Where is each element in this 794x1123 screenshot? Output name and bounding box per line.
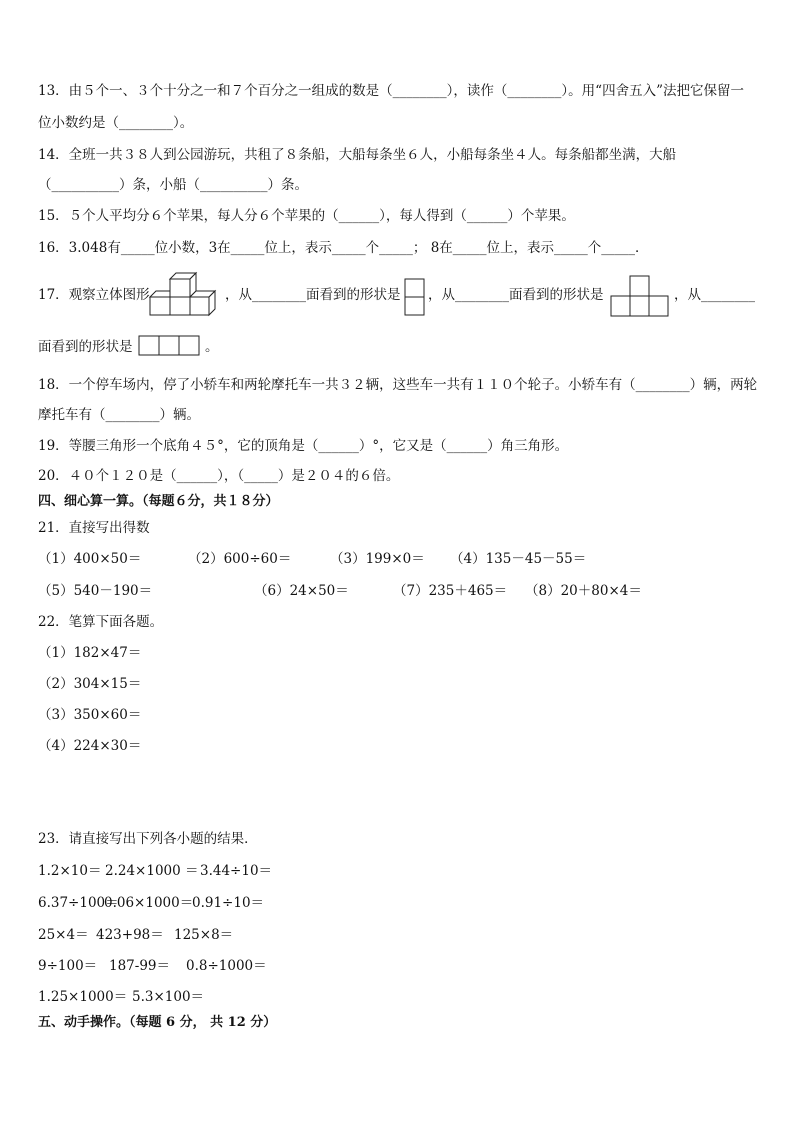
question-17-intro: 17．观察立体图形: [38, 287, 150, 303]
question-22: 22．笔算下面各题。: [38, 614, 164, 630]
q23-r3-c2: 423+98＝: [96, 927, 164, 943]
q23-r2-c3: 0.91÷10＝: [192, 895, 265, 911]
question-15: 15．５个人平均分６个苹果，每人分６个苹果的（______），每人得到（______）个苹果。: [38, 208, 575, 224]
question-20: 20．４０个１２０是（______），（_____）是２０４的６倍。: [38, 468, 400, 484]
question-17-part-1: ，从________面看到的形状是: [225, 287, 401, 303]
question-16: 16．3.048有_____位小数，3在_____位上，表示_____个_____； 8在_____位上，表示_____个_____．: [38, 240, 649, 256]
question-17-end: 。: [205, 339, 219, 355]
q23-r2-c1: 6.37÷100＝: [38, 895, 119, 911]
q23-r2-c2: 0.06×1000＝: [104, 895, 194, 911]
q23-r3-c3: 125×8＝: [174, 927, 234, 943]
q23-r5-c2: 5.3×100＝: [132, 989, 205, 1005]
q21-item-1: （1）400×50＝: [38, 551, 142, 567]
question-17-part-2: ，从________面看到的形状是: [428, 287, 604, 303]
q21-item-6: （6）24×50＝: [254, 583, 349, 599]
question-17-part-3: ，从________: [674, 287, 755, 303]
q21-item-4: （4）135－45－55＝: [450, 551, 587, 567]
question-17-line-2: 面看到的形状是: [38, 339, 133, 355]
question-21: 21．直接写出得数: [38, 520, 150, 536]
q23-r4-c2: 187-99＝: [109, 958, 171, 974]
question-19: 19．等腰三角形一个底角４５°，它的顶角是（______）°，它又是（______）角三角形。: [38, 438, 569, 454]
view-shape-row-icon: [138, 335, 202, 357]
section-4-title: 四、细心算一算。（每题６分，共１８分）: [38, 494, 279, 509]
q23-r4-c1: 9÷100＝: [38, 958, 98, 974]
q22-item-3: （3）350×60＝: [38, 707, 142, 723]
q23-r3-c1: 25×4＝: [38, 927, 89, 943]
q21-item-8: （8）20＋80×4＝: [525, 583, 642, 599]
question-18-line-2: 摩托车有（________）辆。: [38, 407, 200, 423]
section-5-title: 五、动手操作。（每题 6 分， 共 12 分）: [38, 1015, 277, 1030]
q23-r1-c3: 3.44÷10＝: [200, 863, 273, 879]
q23-r1-c2: 2.24×1000 ＝: [105, 863, 199, 879]
question-14-line-1: 14．全班一共３８人到公园游玩，共租了８条船，大船每条坐６人，小船每条坐４人。每条船都坐满，大船: [38, 147, 677, 163]
question-13-line-2: 位小数约是（________）。: [38, 115, 194, 131]
view-shape-vertical-icon: [404, 278, 426, 316]
question-23: 23．请直接写出下列各小题的结果．: [38, 831, 258, 847]
q23-r4-c3: 0.8÷1000＝: [186, 958, 267, 974]
q21-item-7: （7）235＋465＝: [393, 583, 508, 599]
question-14-line-2: （__________）条，小船（__________）条。: [38, 177, 308, 193]
q22-item-1: （1）182×47＝: [38, 645, 142, 661]
q21-item-5: （5）540－190＝: [38, 583, 153, 599]
q21-item-2: （2）600÷60＝: [188, 551, 292, 567]
view-shape-front-icon: [610, 275, 670, 317]
q21-item-3: （3）199×0＝: [330, 551, 425, 567]
q22-item-4: （4）224×30＝: [38, 738, 142, 754]
q23-r1-c1: 1.2×10＝: [38, 863, 102, 879]
q23-r5-c1: 1.25×1000＝: [38, 989, 128, 1005]
question-18-line-1: 18．一个停车场内，停了小轿车和两轮摩托车一共３２辆，这些车一共有１１０个轮子。小轿车有（________）辆，两轮: [38, 377, 758, 393]
solid-figure-icon: [149, 271, 217, 317]
q22-item-2: （2）304×15＝: [38, 676, 142, 692]
question-13-line-1: 13．由５个一、３个十分之一和７个百分之一组成的数是（________），读作（________）。用“四舍五入”法把它保留一: [38, 83, 744, 99]
